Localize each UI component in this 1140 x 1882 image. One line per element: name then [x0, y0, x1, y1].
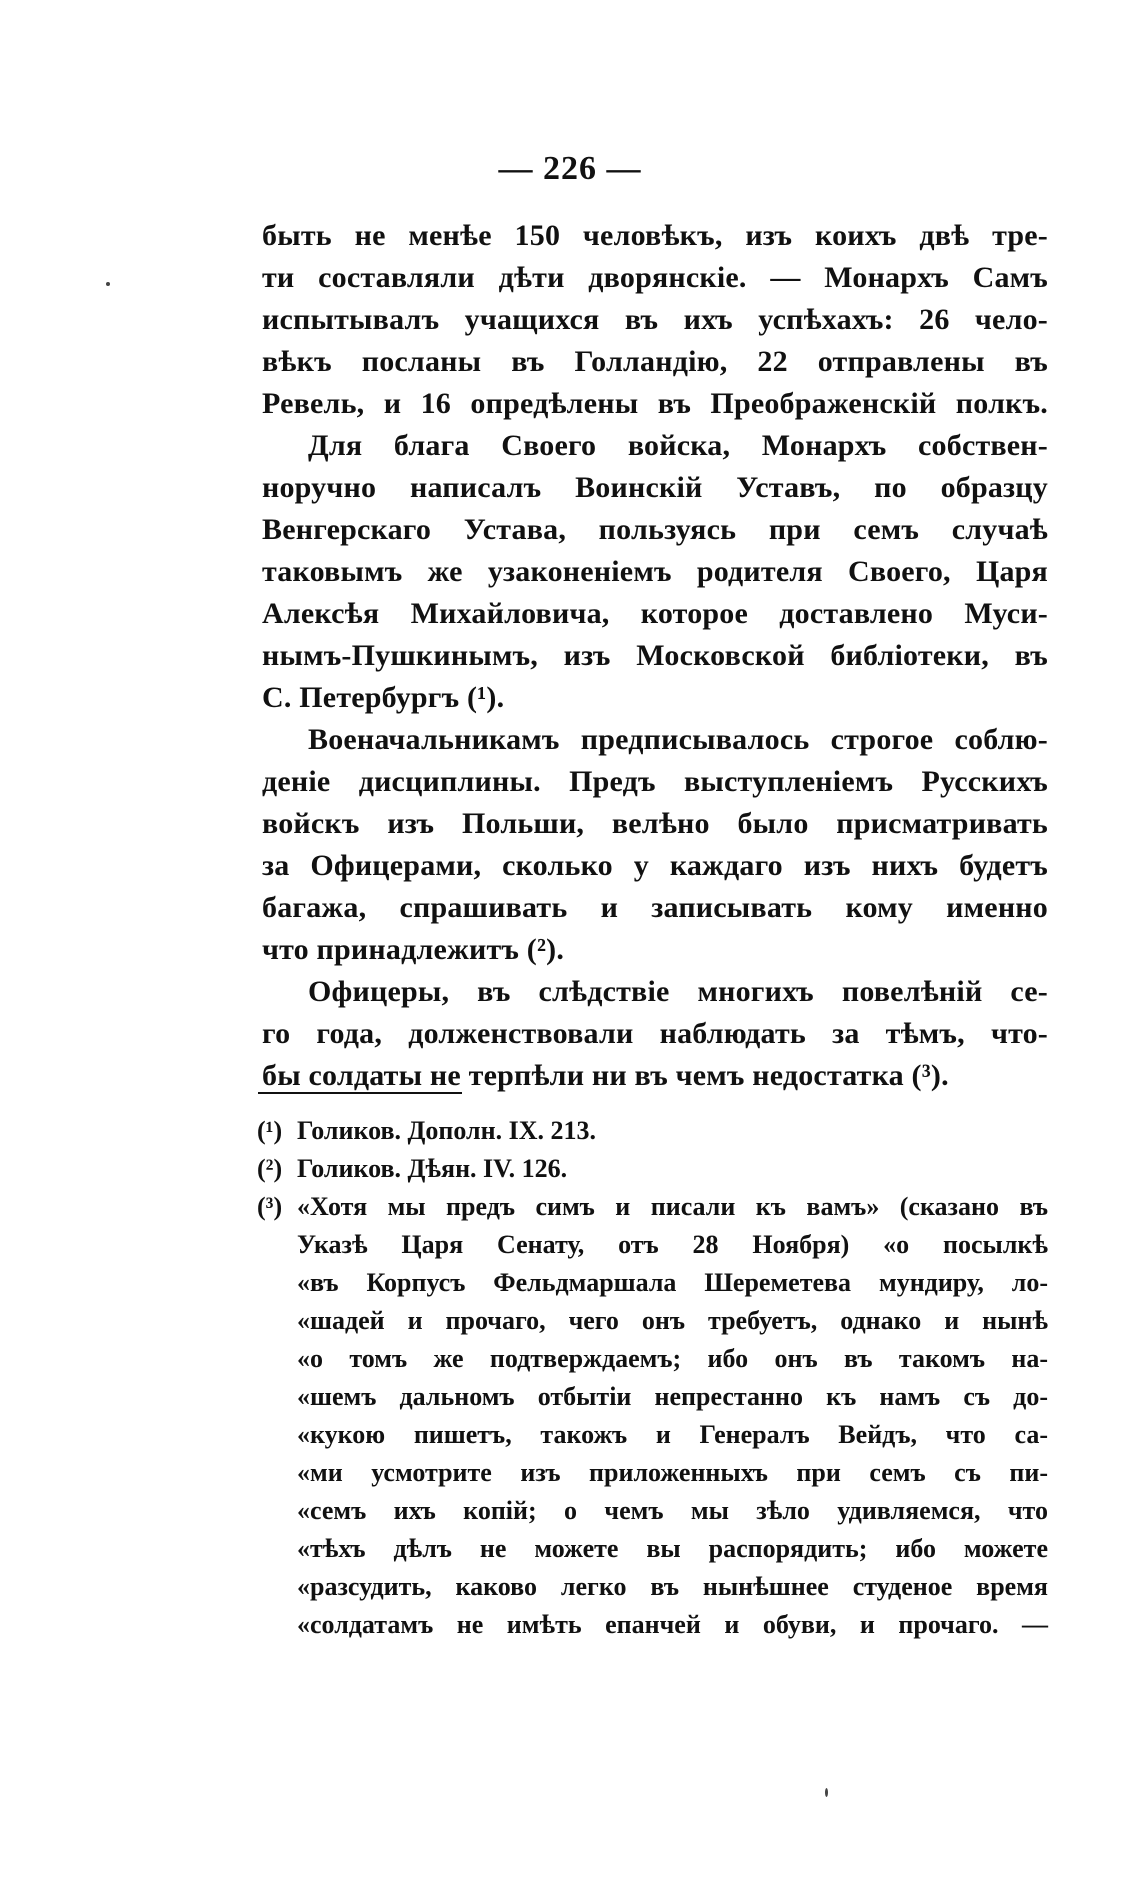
- text-line: таковымъ же узаконеніемъ родителя Своего, Царя: [262, 555, 1048, 588]
- footnote-3: [257, 1188, 1048, 1226]
- text-line: нымъ-Пушкинымъ, изъ Московской библіотеки, въ: [262, 639, 1048, 672]
- footnote-text: «шемъ дальномъ отбытіи непрестанно къ намъ съ до-: [297, 1382, 1048, 1411]
- text-line: Для блага Своего войска, Монархъ собствен-: [308, 429, 1048, 462]
- text-line: что принадлежитъ (²).: [262, 933, 565, 966]
- text-line: испытывалъ учащихся въ ихъ успѣхахъ: 26 чело-: [262, 303, 1048, 336]
- text-line: бы солдаты не терпѣли ни въ чемъ недостатка (³).: [262, 1059, 949, 1092]
- scan-speck: [825, 1788, 828, 1797]
- footnote-mark: (²): [257, 1154, 283, 1183]
- text-line: норучно написалъ Воинскій Уставъ, по образцу: [262, 471, 1048, 504]
- page-number: — 226 —: [498, 150, 642, 187]
- footnote-text: Голиков. Дѣян. IV. 126.: [297, 1154, 568, 1183]
- footnote-2: [257, 1150, 1048, 1188]
- text-line: го года, долженствовали наблюдать за тѣмъ, что-: [262, 1017, 1048, 1050]
- text-line: войскъ изъ Польши, велѣно было присматривать: [262, 807, 1048, 840]
- text-line: С. Петербургъ (¹).: [262, 681, 505, 714]
- footnote-text: «семъ ихъ копій; о чемъ мы зѣло удивляемся, что: [297, 1496, 1048, 1525]
- text-line: Венгерскаго Устава, пользуясь при семъ случаѣ: [262, 513, 1048, 546]
- text-line: за Офицерами, сколько у каждаго изъ нихъ будетъ: [262, 849, 1048, 882]
- footnote-text: «шадей и прочаго, чего онъ требуетъ, однако и нынѣ: [297, 1306, 1048, 1335]
- text-line: Военачальникамъ предписывалось строгое соблю-: [308, 723, 1048, 756]
- scan-speck: [106, 282, 110, 286]
- text-line: Алексѣя Михайловича, которое доставлено Муси-: [262, 597, 1048, 630]
- text-line: быть не менѣе 150 человѣкъ, изъ коихъ двѣ тре-: [262, 219, 1048, 252]
- footnote-text: «Хотя мы предъ симъ и писали къ вамъ» (сказано въ: [297, 1192, 1048, 1221]
- text-line: багажа, спрашивать и записывать кому именно: [262, 891, 1048, 924]
- footnote-text: «тѣхъ дѣлъ не можете вы распорядить; ибо можете: [297, 1534, 1048, 1563]
- text-line: вѣкъ посланы въ Голландію, 22 отправлены въ: [262, 345, 1048, 378]
- footnote-text: «разсудить, каково легко въ нынѣшнее студеное время: [297, 1572, 1048, 1601]
- footnotes: [257, 1112, 1048, 1644]
- footnote-text: «солдатамъ не имѣть епанчей и обуви, и прочаго. —: [297, 1610, 1048, 1639]
- footnote-text: «кукою пишетъ, такожъ и Генералъ Вейдъ, что са-: [297, 1420, 1048, 1449]
- text-line: Офицеры, въ слѣдствіе многихъ повелѣній се-: [308, 975, 1048, 1008]
- footnote-text: «ми усмотрите изъ приложенныхъ при семъ съ пи-: [297, 1458, 1048, 1487]
- footnote-text: «о томъ же подтверждаемъ; ибо онъ въ такомъ на-: [297, 1344, 1048, 1373]
- text-line: ти составляли дѣти дворянскіе. — Монархъ Самъ: [262, 261, 1048, 294]
- footnote-mark: (³): [257, 1192, 283, 1221]
- footnote-mark: (¹): [257, 1116, 283, 1145]
- main-text: [262, 215, 1048, 1097]
- footnote-text: «въ Корпусъ Фельдмаршала Шереметева мундиру, ло-: [297, 1268, 1048, 1297]
- footnote-text: Указѣ Царя Сенату, отъ 28 Ноября) «о посылкѣ: [297, 1230, 1048, 1259]
- footnote-separator: [258, 1092, 462, 1094]
- footnote-text: Голиков. Дополн. IX. 213.: [297, 1116, 596, 1145]
- text-line: деніе дисциплины. Предъ выступленіемъ Русскихъ: [262, 765, 1048, 798]
- text-line: Ревель, и 16 опредѣлены въ Преображенскій полкъ.: [262, 387, 1048, 420]
- footnote-1: [257, 1112, 1048, 1150]
